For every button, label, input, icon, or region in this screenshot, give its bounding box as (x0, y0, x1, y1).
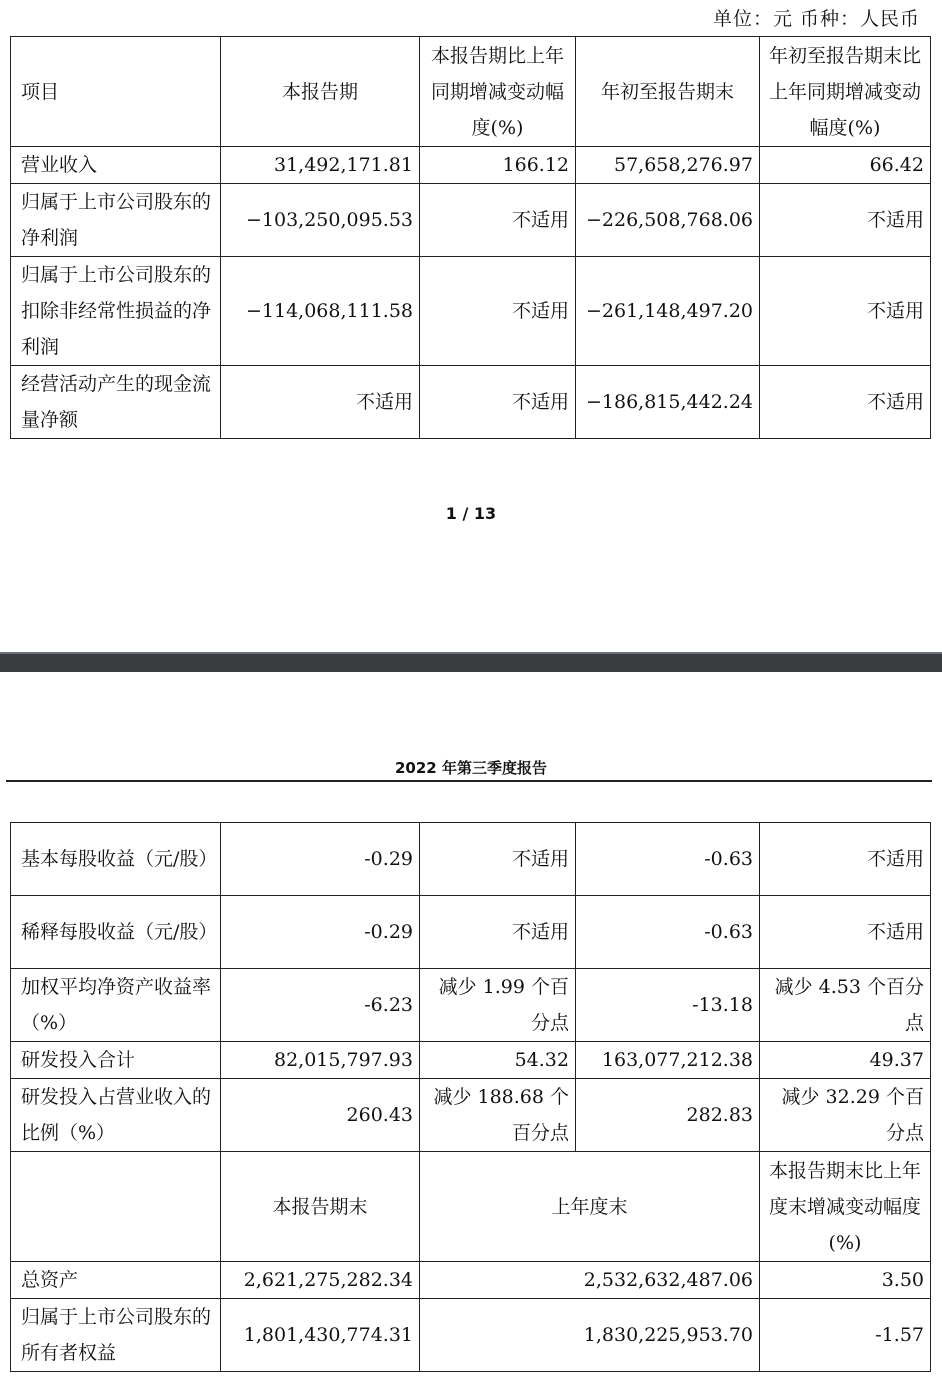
cell-value: 163,077,212.38 (576, 1042, 760, 1079)
report-header: 2022 年第三季度报告 (395, 759, 547, 777)
row-label: 加权平均净资产收益率（%） (11, 969, 221, 1042)
cell-value: 减少 188.68 个百分点 (420, 1079, 576, 1152)
cell-value: 不适用 (420, 257, 576, 366)
cell-value: 49.37 (760, 1042, 931, 1079)
cell-value: −261,148,497.20 (576, 257, 760, 366)
table-row (11, 969, 931, 1042)
header-current-period: 本报告期 (221, 37, 420, 147)
cell-value: 不适用 (760, 823, 931, 896)
cell-value: −114,068,111.58 (221, 257, 420, 366)
cell-value: −186,815,442.24 (576, 366, 760, 439)
cell-value: 不适用 (221, 366, 420, 439)
row-label: 研发投入占营业收入的比例（%） (11, 1079, 221, 1152)
page-separator (0, 652, 942, 672)
row-label: 稀释每股收益（元/股） (11, 896, 221, 969)
cell-value: 减少 4.53 个百分点 (760, 969, 931, 1042)
cell-value: -13.18 (576, 969, 760, 1042)
cell-value: -0.63 (576, 896, 760, 969)
cell-value: 1,801,430,774.31 (221, 1299, 420, 1372)
table-row (11, 184, 931, 257)
cell-value: 减少 1.99 个百分点 (420, 969, 576, 1042)
row-label: 归属于上市公司股东的扣除非经常性损益的净利润 (11, 257, 221, 366)
row-label: 营业收入 (11, 147, 221, 184)
row-label: 总资产 (11, 1262, 221, 1299)
cell-value: -0.29 (221, 896, 420, 969)
cell-value: 不适用 (760, 366, 931, 439)
key-financials-table-continued (10, 822, 931, 1372)
cell-value: 2,532,632,487.06 (420, 1262, 760, 1299)
table-row (11, 896, 931, 969)
cell-value: -0.29 (221, 823, 420, 896)
page-number: 1 / 13 (445, 504, 497, 523)
cell-value: 2,621,275,282.34 (221, 1262, 420, 1299)
cell-value: 1,830,225,953.70 (420, 1299, 760, 1372)
table-row (11, 1042, 931, 1079)
cell-value: 282.83 (576, 1079, 760, 1152)
row-label: 经营活动产生的现金流量净额 (11, 366, 221, 439)
cell-value: 不适用 (760, 184, 931, 257)
table-row (11, 147, 931, 184)
row-label: 归属于上市公司股东的净利润 (11, 184, 221, 257)
cell-value: 不适用 (420, 896, 576, 969)
header-blank (11, 1152, 221, 1262)
row-label: 基本每股收益（元/股） (11, 823, 221, 896)
cell-value: −226,508,768.06 (576, 184, 760, 257)
header-ytd: 年初至报告期末 (576, 37, 760, 147)
cell-value: 不适用 (420, 366, 576, 439)
cell-value: 166.12 (420, 147, 576, 184)
cell-value: 82,015,797.93 (221, 1042, 420, 1079)
cell-value: 66.42 (760, 147, 931, 184)
table-header-row (11, 37, 931, 147)
header-item: 项目 (11, 37, 221, 147)
cell-value: -6.23 (221, 969, 420, 1042)
balance-header-row (11, 1152, 931, 1262)
cell-value: 不适用 (420, 184, 576, 257)
cell-value: −103,250,095.53 (221, 184, 420, 257)
cell-value: 260.43 (221, 1079, 420, 1152)
header-prior-year-end: 上年度末 (420, 1152, 760, 1262)
cell-value: -1.57 (760, 1299, 931, 1372)
table-row (11, 1262, 931, 1299)
table-row (11, 1079, 931, 1152)
header-ytd-change: 年初至报告期末比上年同期增减变动幅度(%) (760, 37, 931, 147)
row-label: 研发投入合计 (11, 1042, 221, 1079)
cell-value: 不适用 (760, 257, 931, 366)
key-financials-table (10, 36, 931, 439)
cell-value: 54.32 (420, 1042, 576, 1079)
header-period-end: 本报告期末 (221, 1152, 420, 1262)
header-divider (6, 780, 932, 782)
table-row (11, 366, 931, 439)
table-row (11, 257, 931, 366)
cell-value: 31,492,171.81 (221, 147, 420, 184)
table-row (11, 823, 931, 896)
cell-value: 57,658,276.97 (576, 147, 760, 184)
header-current-change: 本报告期比上年同期增减变动幅度(%) (420, 37, 576, 147)
cell-value: 减少 32.29 个百分点 (760, 1079, 931, 1152)
cell-value: -0.63 (576, 823, 760, 896)
cell-value: 不适用 (760, 896, 931, 969)
table-row (11, 1299, 931, 1372)
header-period-end-change: 本报告期末比上年度末增减变动幅度(%) (760, 1152, 931, 1262)
unit-currency-note: 单位：元 币种：人民币 (712, 8, 920, 30)
cell-value: 3.50 (760, 1262, 931, 1299)
cell-value: 不适用 (420, 823, 576, 896)
row-label: 归属于上市公司股东的所有者权益 (11, 1299, 221, 1372)
